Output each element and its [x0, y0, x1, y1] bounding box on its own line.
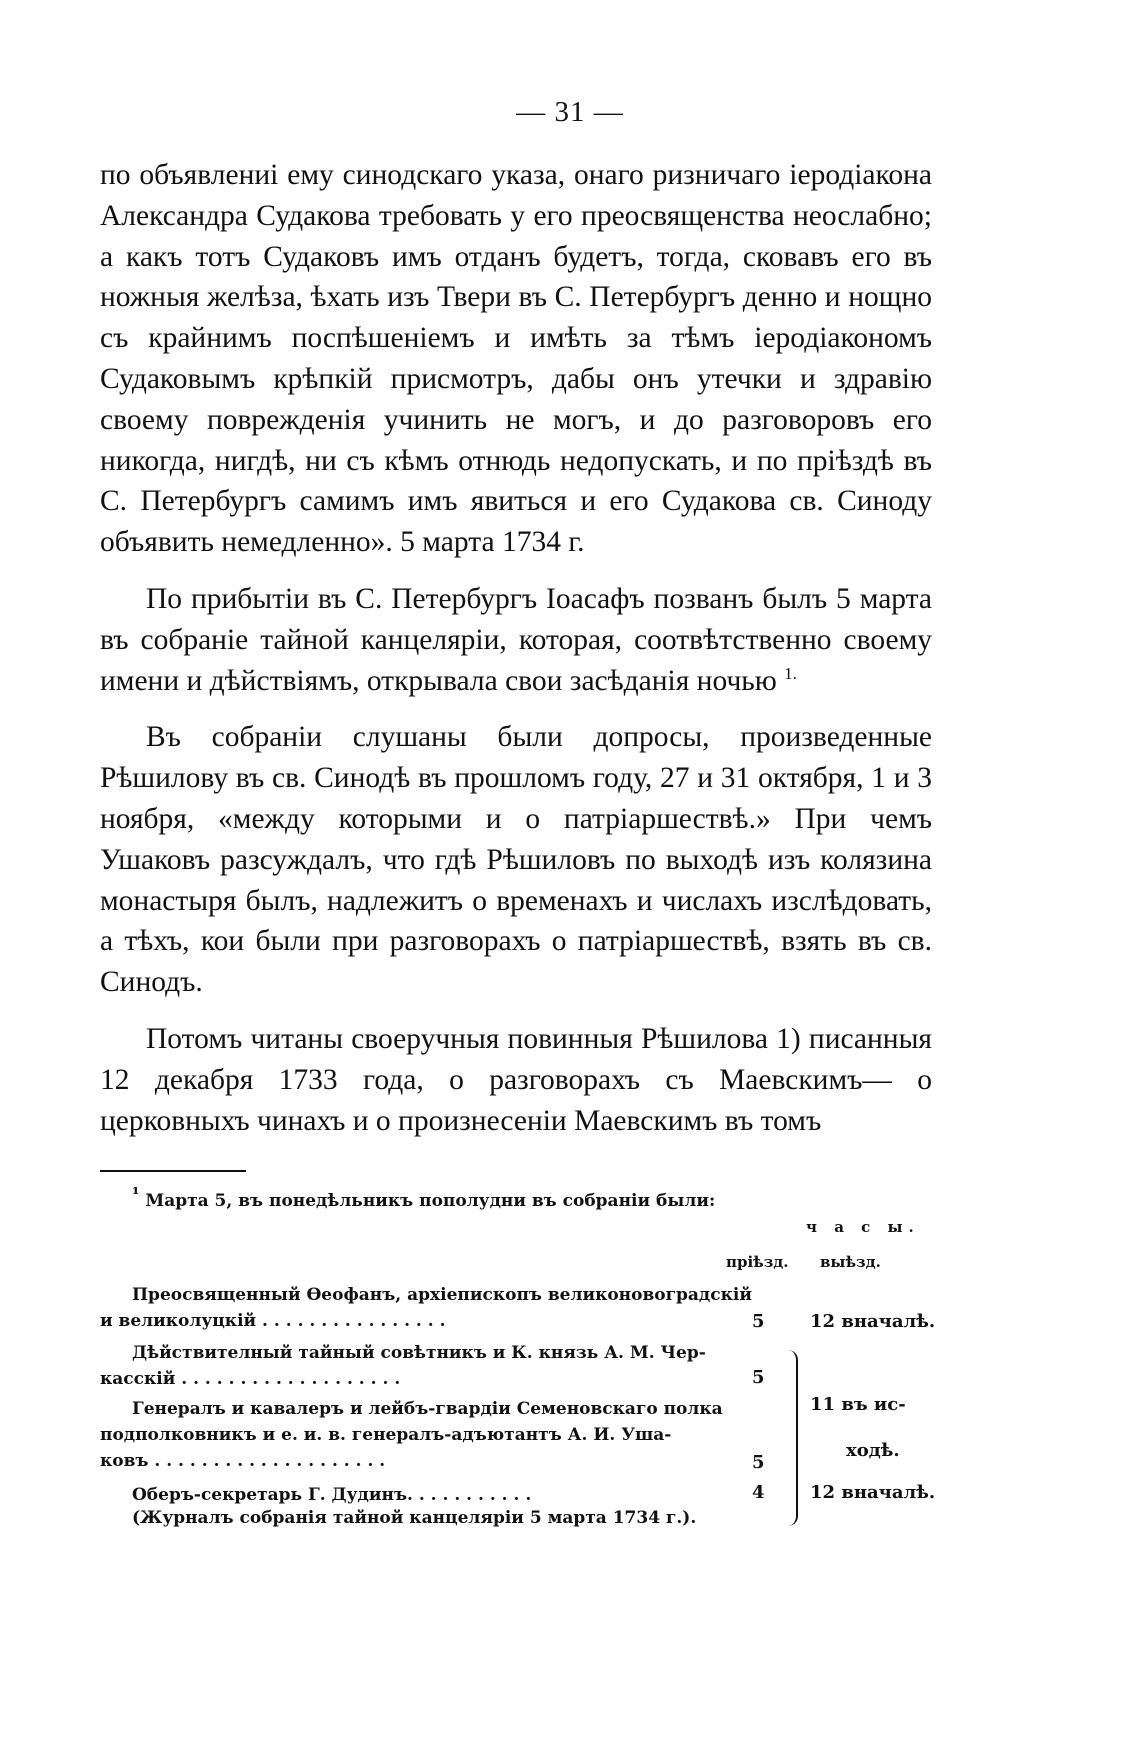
main-text	[100, 155, 932, 1141]
paragraph-assembly: Въ собраніи слушаны были допросы, произведенные Рѣшилову въ св. Синодѣ въ прошломъ году, 27 и 31 октября, 1 и 3 ноября, «между которыми и о патріаршествѣ.» При чемъ Ушаковъ разсуждалъ, что гдѣ Рѣшиловъ по выходѣ изъ колязина монастыря былъ, надлежитъ о временахъ и числахъ изслѣдовать, а тѣхъ, кои были при разговорахъ о патріаршествѣ, взять въ св. Синодъ.	[100, 721, 932, 999]
paragraph-confessions: Потомъ читаны своеручныя повинныя Рѣшилова 1) писанныя 12 декабря 1733 года, о разговорахъ съ Маевскимъ— о церковныхъ чинахъ и о произнесеніи Маевскимъ въ томъ	[100, 1022, 932, 1137]
hours-header: ч а с ы.	[806, 1218, 920, 1236]
paragraph-continuation: по объявлениі ему синодскаго указа, онаго ризничаго іеродіакона Александра Судакова требовать у его преосвященства неослабно; а какъ тотъ Судаковъ имъ отданъ будетъ, тогда, сковавъ его въ ножныя желѣза, ѣхать изъ Твери въ С. Петербургъ денно и нощно съ крайнимъ поспѣшеніемъ и имѣть за тѣмъ іеродіакономъ Судаковымъ крѣпкій присмотръ, дабы онъ утечки и здравію своему поврежденія учинить не могъ, и до разговоровъ его никогда, нигдѣ, ни съ кѣмъ отнюдь недопускать, и по пріѣздѣ въ С. Петербургъ самимъ имъ явиться и его Судакова св. Синоду объявить немедленно». 5 марта 1734 г.	[100, 159, 932, 559]
attendee-name: Генералъ и кавалеръ и лейбъ-гвардіи Семеновскаго полка	[132, 1399, 723, 1419]
departure-hour: 12 вначалѣ.	[810, 1482, 936, 1503]
attendee-row	[100, 1396, 732, 1474]
footnote-intro	[132, 1184, 964, 1214]
arrival-hour: 5	[752, 1311, 765, 1332]
attendee-row	[100, 1340, 732, 1392]
attendee-name-cont: подполковникъ и е. и. в. генералъ-адъютантъ А. И. Уша-	[100, 1425, 672, 1445]
attendee-name-cont: ковъ . . . . . . . . . . . . . . . . . . . .	[100, 1451, 386, 1471]
footnote-intro-text: Марта 5, въ понедѣльникъ пополудни въ собраніи были:	[145, 1191, 716, 1211]
footnote-reference: 1.	[784, 663, 797, 683]
attendee-name-cont: касскій . . . . . . . . . . . . . . . . . . .	[100, 1369, 401, 1389]
arrival-hour: 4	[752, 1482, 765, 1503]
page-number: — 31 —	[516, 96, 624, 128]
arrival-hour: 5	[752, 1452, 765, 1473]
grouping-brace	[786, 1350, 798, 1526]
departure-hour: 12 вначалѣ.	[810, 1311, 936, 1332]
arrival-column-header: пріѣзд.	[726, 1253, 789, 1271]
footnote-divider	[100, 1170, 246, 1172]
paragraph-arrival	[100, 579, 932, 701]
paragraph-arrival-text: По прибытіи въ С. Петербургъ Іоасафъ позванъ былъ 5 марта въ собраніе тайной канцеляріи, которая, соотвѣтственно своему имени и дѣйствіямъ, открывала свои засѣданія ночью	[100, 582, 932, 697]
attendee-name: Дѣйствителный тайный совѣтникъ и К. князь А. М. Чер-	[132, 1343, 706, 1363]
attendee-name-cont: и великолуцкій . . . . . . . . . . . . . . . .	[100, 1311, 446, 1331]
attendee-name: Оберъ-секретарь Г. Дудинъ. . . . . . . . . . .	[132, 1485, 532, 1505]
footnote-source: (Журналъ собранія тайной канцеляріи 5 марта 1734 г.).	[132, 1508, 697, 1528]
departure-hour-grouped: 11 въ ис-	[810, 1394, 906, 1415]
attendee-row	[132, 1482, 732, 1508]
attendee-row	[100, 1282, 752, 1334]
departure-column-header: выѣзд.	[820, 1253, 881, 1271]
attendee-name: Преосвященный Ѳеофанъ, архіепископъ великоновоградскій	[132, 1285, 752, 1305]
footnote-marker: ¹	[132, 1184, 140, 1205]
departure-hour-grouped-cont: ходѣ.	[846, 1440, 900, 1461]
arrival-hour: 5	[752, 1367, 765, 1388]
